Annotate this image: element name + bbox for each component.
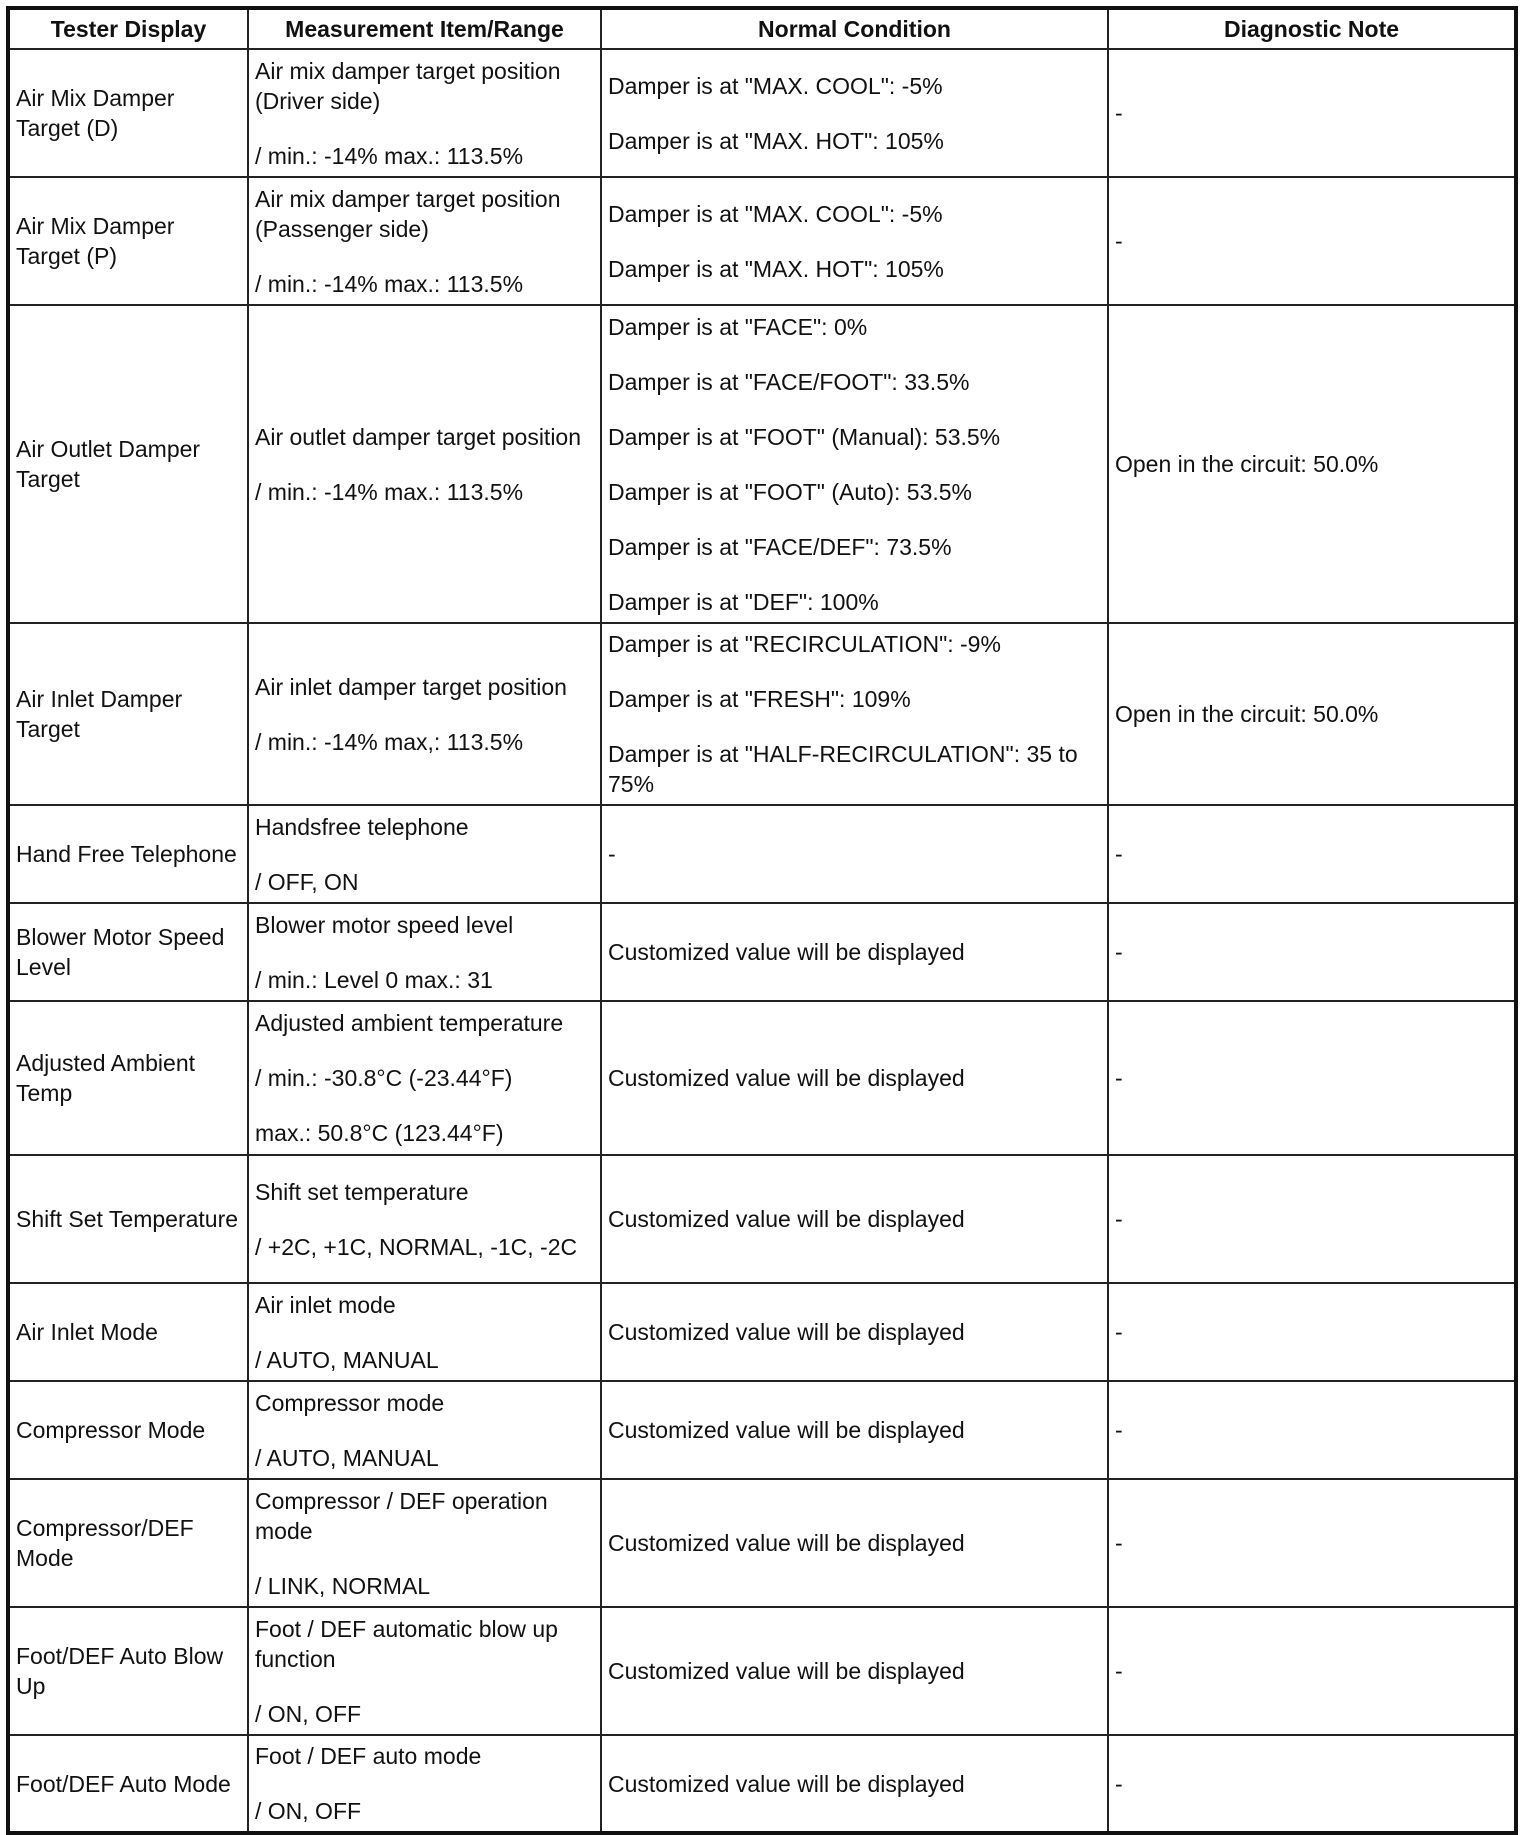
- tester-display-cell: Air Inlet Damper Target: [8, 623, 248, 805]
- tester-display-cell: Adjusted Ambient Temp: [8, 1001, 248, 1155]
- diagnostic-note-cell: Open in the circuit: 50.0%: [1108, 623, 1516, 805]
- tester-display-cell: Compressor/DEF Mode: [8, 1479, 248, 1607]
- measurement-line: / AUTO, MANUAL: [255, 1444, 439, 1471]
- condition-line: Damper is at "FACE/DEF": 73.5%: [608, 533, 952, 560]
- measurement-line: / min.: -14% max.: 113.5%: [255, 478, 524, 505]
- measurement-line: / min.: Level 0 max.: 31: [255, 966, 493, 993]
- measurement-line: Air mix damper target position (Passenger side): [255, 185, 561, 242]
- table-row: [8, 623, 1516, 805]
- diagnostic-note-cell: -: [1108, 1735, 1516, 1833]
- table-row: [8, 1155, 1516, 1283]
- tester-display-cell: Compressor Mode: [8, 1381, 248, 1479]
- normal-condition-cell: [601, 623, 1108, 805]
- table-row: [8, 49, 1516, 177]
- tester-display-cell: Air Inlet Mode: [8, 1283, 248, 1381]
- measurement-line: max.: 50.8°C (123.44°F): [255, 1120, 504, 1146]
- measurement-line: Adjusted ambient temperature: [255, 1010, 564, 1036]
- measurement-cell: [248, 305, 601, 623]
- measurement-cell: [248, 623, 601, 805]
- condition-line: Damper is at "MAX. COOL": -5%: [608, 200, 943, 227]
- diagnostic-note-cell: -: [1108, 1607, 1516, 1735]
- condition-line: -: [608, 841, 616, 867]
- diagnostic-note-cell: -: [1108, 1479, 1516, 1607]
- condition-line: Customized value will be displayed: [608, 939, 965, 965]
- measurement-cell: [248, 1735, 601, 1833]
- diagnostic-note-cell: Open in the circuit: 50.0%: [1108, 305, 1516, 623]
- tester-display-cell: Air Mix Damper Target (P): [8, 177, 248, 305]
- measurement-line: Compressor mode: [255, 1389, 445, 1416]
- tester-display-cell: Blower Motor Speed Level: [8, 903, 248, 1001]
- tester-display-cell: Air Outlet Damper Target: [8, 305, 248, 623]
- measurement-line: Air mix damper target position (Driver side): [255, 57, 561, 114]
- diagnostic-note-cell: -: [1108, 1381, 1516, 1479]
- table-row: [8, 1607, 1516, 1735]
- measurement-line: Shift set temperature: [255, 1178, 469, 1205]
- measurement-line: / +2C, +1C, NORMAL, -1C, -2C: [255, 1233, 578, 1260]
- diagnostic-note-cell: -: [1108, 1155, 1516, 1283]
- condition-line: Customized value will be displayed: [608, 1530, 965, 1556]
- diagnostic-note-cell: -: [1108, 903, 1516, 1001]
- header-tester-display: Tester Display: [8, 8, 248, 49]
- table-row: [8, 1381, 1516, 1479]
- measurement-line: / LINK, NORMAL: [255, 1572, 431, 1599]
- normal-condition-cell: [601, 1155, 1108, 1283]
- table-body: [8, 49, 1516, 1833]
- normal-condition-cell: [601, 1607, 1108, 1735]
- condition-line: Damper is at "FACE/FOOT": 33.5%: [608, 368, 970, 395]
- condition-line: Customized value will be displayed: [608, 1770, 965, 1797]
- measurement-line: Foot / DEF automatic blow up function: [255, 1615, 558, 1672]
- condition-line: Damper is at "FOOT" (Manual): 53.5%: [608, 423, 1001, 450]
- measurement-cell: [248, 1479, 601, 1607]
- condition-line: Customized value will be displayed: [608, 1319, 965, 1345]
- table-row: [8, 1479, 1516, 1607]
- condition-line: Damper is at "DEF": 100%: [608, 588, 879, 615]
- condition-line: Customized value will be displayed: [608, 1065, 965, 1091]
- measurement-cell: [248, 805, 601, 903]
- header-diagnostic-note: Diagnostic Note: [1108, 8, 1516, 49]
- measurement-line: Air inlet mode: [255, 1291, 396, 1318]
- tester-display-cell: Foot/DEF Auto Mode: [8, 1735, 248, 1833]
- normal-condition-cell: [601, 1735, 1108, 1833]
- measurement-cell: [248, 1283, 601, 1381]
- normal-condition-cell: [601, 1381, 1108, 1479]
- diagnostic-note-cell: -: [1108, 805, 1516, 903]
- condition-line: Damper is at "FRESH": 109%: [608, 686, 911, 712]
- condition-line: Damper is at "HALF-RECIRCULATION": 35 to 75%: [608, 741, 1078, 797]
- measurement-line: / min.: -14% max,: 113.5%: [255, 728, 524, 755]
- table-row: [8, 903, 1516, 1001]
- normal-condition-cell: [601, 805, 1108, 903]
- measurement-cell: [248, 1381, 601, 1479]
- condition-line: Damper is at "RECIRCULATION": -9%: [608, 631, 1001, 657]
- measurement-cell: [248, 49, 601, 177]
- diagnostic-note-cell: -: [1108, 49, 1516, 177]
- tester-display-cell: Air Mix Damper Target (D): [8, 49, 248, 177]
- table-row: [8, 805, 1516, 903]
- condition-line: Damper is at "MAX. HOT": 105%: [608, 127, 944, 154]
- table-row: [8, 1735, 1516, 1833]
- measurement-line: Air inlet damper target position: [255, 673, 567, 700]
- measurement-line: / ON, OFF: [255, 1700, 362, 1727]
- table-row: [8, 1001, 1516, 1155]
- measurement-line: Air outlet damper target position: [255, 423, 582, 450]
- tester-table-container: [6, 6, 1514, 1835]
- condition-line: Damper is at "FACE": 0%: [608, 313, 868, 340]
- measurement-line: / OFF, ON: [255, 868, 359, 895]
- measurement-line: Blower motor speed level: [255, 911, 514, 938]
- table-row: [8, 305, 1516, 623]
- measurement-line: / min.: -14% max.: 113.5%: [255, 270, 524, 297]
- measurement-line: Handsfree telephone: [255, 813, 469, 840]
- normal-condition-cell: [601, 177, 1108, 305]
- tester-display-cell: Shift Set Temperature: [8, 1155, 248, 1283]
- normal-condition-cell: [601, 49, 1108, 177]
- measurement-line: / AUTO, MANUAL: [255, 1346, 439, 1373]
- condition-line: Damper is at "MAX. COOL": -5%: [608, 72, 943, 99]
- measurement-line: / min.: -14% max.: 113.5%: [255, 142, 524, 169]
- normal-condition-cell: [601, 305, 1108, 623]
- header-row: [8, 8, 1516, 49]
- measurement-line: / ON, OFF: [255, 1798, 362, 1824]
- measurement-cell: [248, 1155, 601, 1283]
- normal-condition-cell: [601, 903, 1108, 1001]
- measurement-cell: [248, 1607, 601, 1735]
- header-measurement-item: Measurement Item/Range: [248, 8, 601, 49]
- header-normal-condition: Normal Condition: [601, 8, 1108, 49]
- tester-display-cell: Hand Free Telephone: [8, 805, 248, 903]
- normal-condition-cell: [601, 1479, 1108, 1607]
- condition-line: Customized value will be displayed: [608, 1206, 965, 1232]
- table-row: [8, 1283, 1516, 1381]
- tester-table: [6, 6, 1518, 1835]
- measurement-line: Compressor / DEF operation mode: [255, 1487, 548, 1544]
- measurement-line: Foot / DEF auto mode: [255, 1743, 482, 1769]
- table-row: [8, 177, 1516, 305]
- diagnostic-note-cell: -: [1108, 1283, 1516, 1381]
- condition-line: Customized value will be displayed: [608, 1417, 965, 1443]
- condition-line: Customized value will be displayed: [608, 1658, 965, 1684]
- tester-display-cell: Foot/DEF Auto Blow Up: [8, 1607, 248, 1735]
- measurement-cell: [248, 1001, 601, 1155]
- condition-line: Damper is at "FOOT" (Auto): 53.5%: [608, 478, 972, 505]
- condition-line: Damper is at "MAX. HOT": 105%: [608, 255, 944, 282]
- normal-condition-cell: [601, 1283, 1108, 1381]
- measurement-cell: [248, 177, 601, 305]
- measurement-line: / min.: -30.8°C (-23.44°F): [255, 1065, 513, 1091]
- diagnostic-note-cell: -: [1108, 1001, 1516, 1155]
- diagnostic-note-cell: -: [1108, 177, 1516, 305]
- measurement-cell: [248, 903, 601, 1001]
- normal-condition-cell: [601, 1001, 1108, 1155]
